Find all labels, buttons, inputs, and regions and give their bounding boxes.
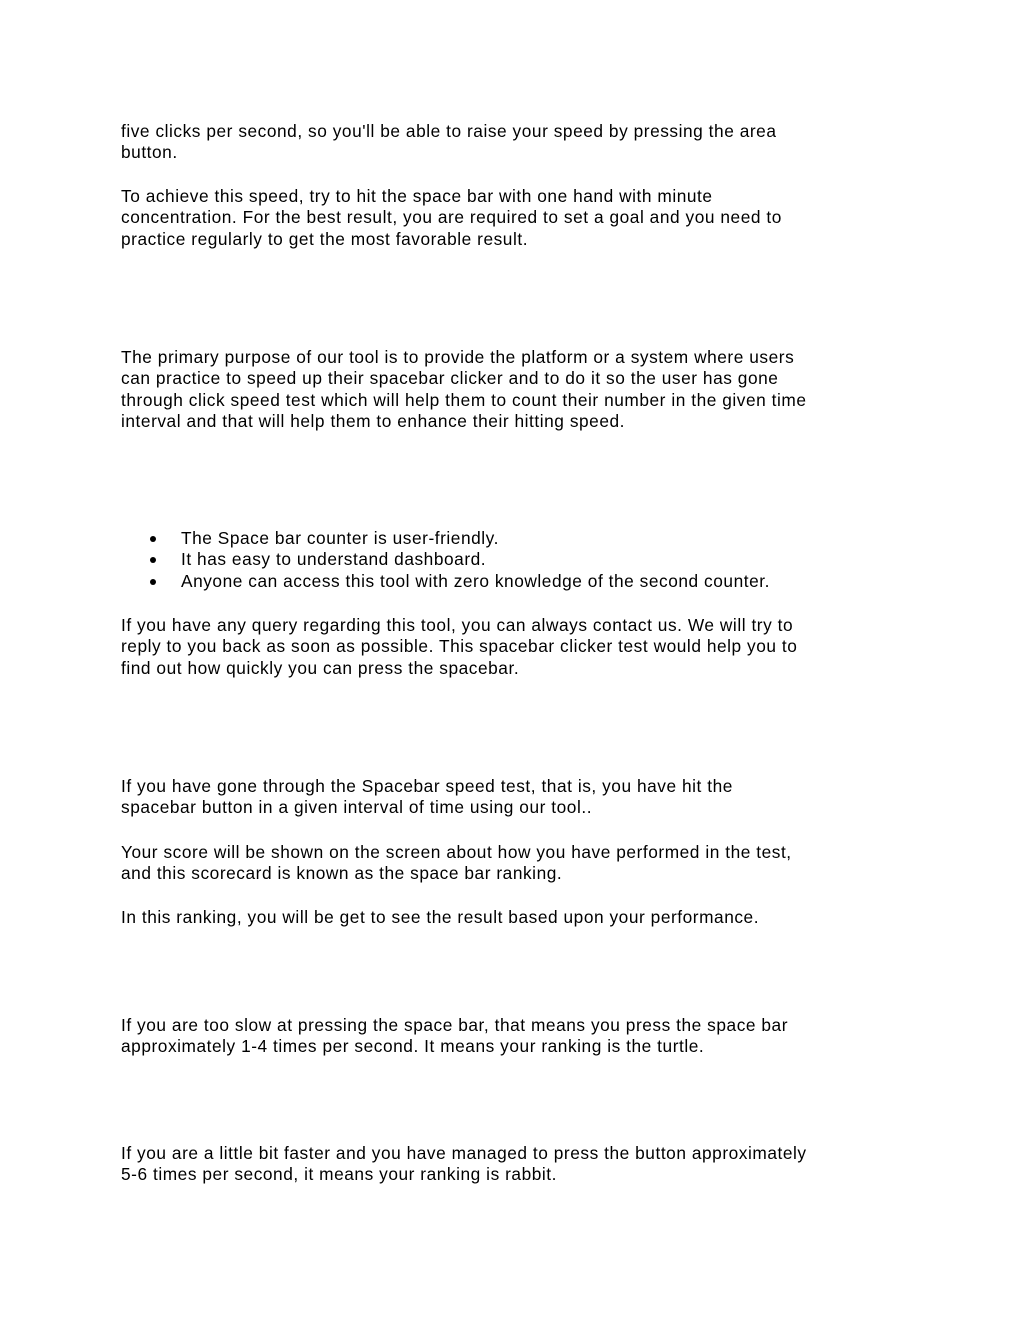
text-line: five clicks per second, so you'll be able to raise your speed by pressing the area [121,121,777,141]
text-line: practice regularly to get the most favorable result. [121,228,529,249]
text-line: and this scorecard is known as the space bar ranking. [121,863,563,884]
paragraph-turtle [121,1015,911,1058]
text-line: If you have gone through the Spacebar speed test, that is, you have hit the [121,776,733,796]
text-line: If you have any query regarding this tool, you can always contact us. We will try to [121,615,794,635]
list-item [121,528,911,549]
text-line: interval and that will help them to enhance their hitting speed. [121,410,626,431]
text-line: through click speed test which will help them to count their number in the given time [121,389,807,410]
text-line: approximately 1-4 times per second. It means your ranking is the turtle. [121,1036,705,1057]
list-item [121,571,911,592]
list-item-text: It has easy to understand dashboard. [181,549,487,570]
text-line: Your score will be shown on the screen about how you have performed in the test, [121,842,792,862]
text-line: can practice to speed up their spacebar clicker and to do it so the user has gone [121,368,779,389]
feature-list [121,528,911,592]
paragraph-speed-test-done [121,776,911,819]
list-item [121,549,911,570]
paragraph-ranking [121,907,911,928]
paragraph-primary-purpose [121,347,911,432]
paragraph-score [121,842,911,885]
list-item-text: Anyone can access this tool with zero knowledge of the second counter. [181,570,770,591]
text-line: find out how quickly you can press the spacebar. [121,657,520,678]
text-line: If you are too slow at pressing the space bar, that means you press the space bar [121,1015,789,1035]
paragraph-speed-intro [121,121,911,164]
list-item-text: The Space bar counter is user-friendly. [181,528,499,548]
text-line: In this ranking, you will be get to see the result based upon your performance. [121,907,760,927]
text-line: button. [121,142,178,163]
text-line: The primary purpose of our tool is to provide the platform or a system where users [121,347,795,367]
bullet-icon [150,536,156,542]
text-line: reply to you back as soon as possible. This spacebar clicker test would help you to [121,636,798,657]
bullet-icon [150,579,156,585]
paragraph-achieve-speed [121,186,911,250]
paragraph-contact [121,615,911,679]
text-line: If you are a little bit faster and you have managed to press the button approximately [121,1143,807,1163]
text-line: spacebar button in a given interval of time using our tool.. [121,797,593,818]
paragraph-rabbit [121,1143,911,1186]
bullet-icon [150,557,156,563]
text-line: 5-6 times per second, it means your ranking is rabbit. [121,1164,557,1185]
text-line: concentration. For the best result, you are required to set a goal and you need to [121,207,782,228]
text-line: To achieve this speed, try to hit the space bar with one hand with minute [121,186,713,206]
